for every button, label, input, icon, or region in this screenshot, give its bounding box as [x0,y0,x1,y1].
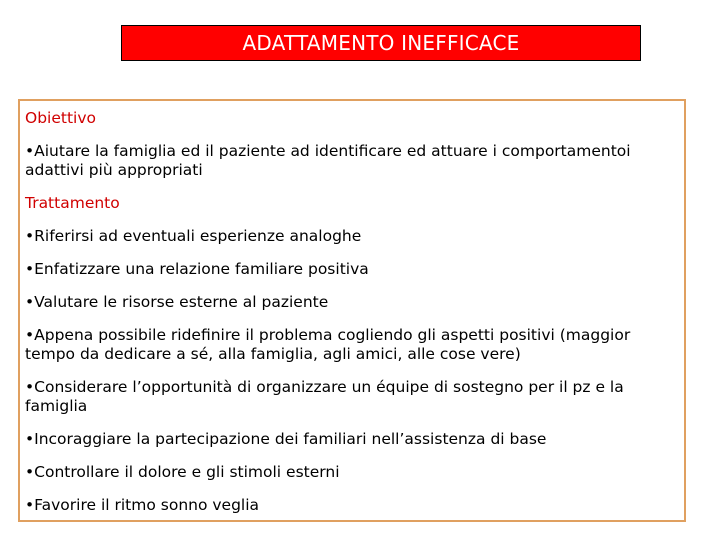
treatment-item: •Enfatizzare una relazione familiare positiva [25,260,369,278]
treatment-item: •Valutare le risorse esterne al paziente [25,293,329,311]
treatment-item: •Riferirsi ad eventuali esperienze analoghe [25,227,362,245]
page-title: ADATTAMENTO INEFFICACE [242,31,520,55]
treatment-item: •Favorire il ritmo sonno veglia [25,496,260,514]
treatment-heading: Trattamento [25,194,120,212]
objective-item: •Aiutare la famiglia ed il paziente ad identificare ed attuare i comportamentoi adattivi più appropriati [25,142,636,179]
content-panel [18,99,686,522]
treatment-item: •Incoraggiare la partecipazione dei familiari nell’assistenza di base [25,430,547,448]
title-banner [121,25,641,61]
treatment-item: •Controllare il dolore e gli stimoli esterni [25,463,340,481]
treatment-item: •Considerare l’opportunità di organizzare un équipe di sostegno per il pz e la famiglia [25,378,629,415]
treatment-item: •Appena possibile ridefinire il problema cogliendo gli aspetti positivi (maggior tempo da dedicare a sé, alla famiglia, agli amici, alle cose vere) [25,326,636,363]
objective-heading: Obiettivo [25,109,96,127]
